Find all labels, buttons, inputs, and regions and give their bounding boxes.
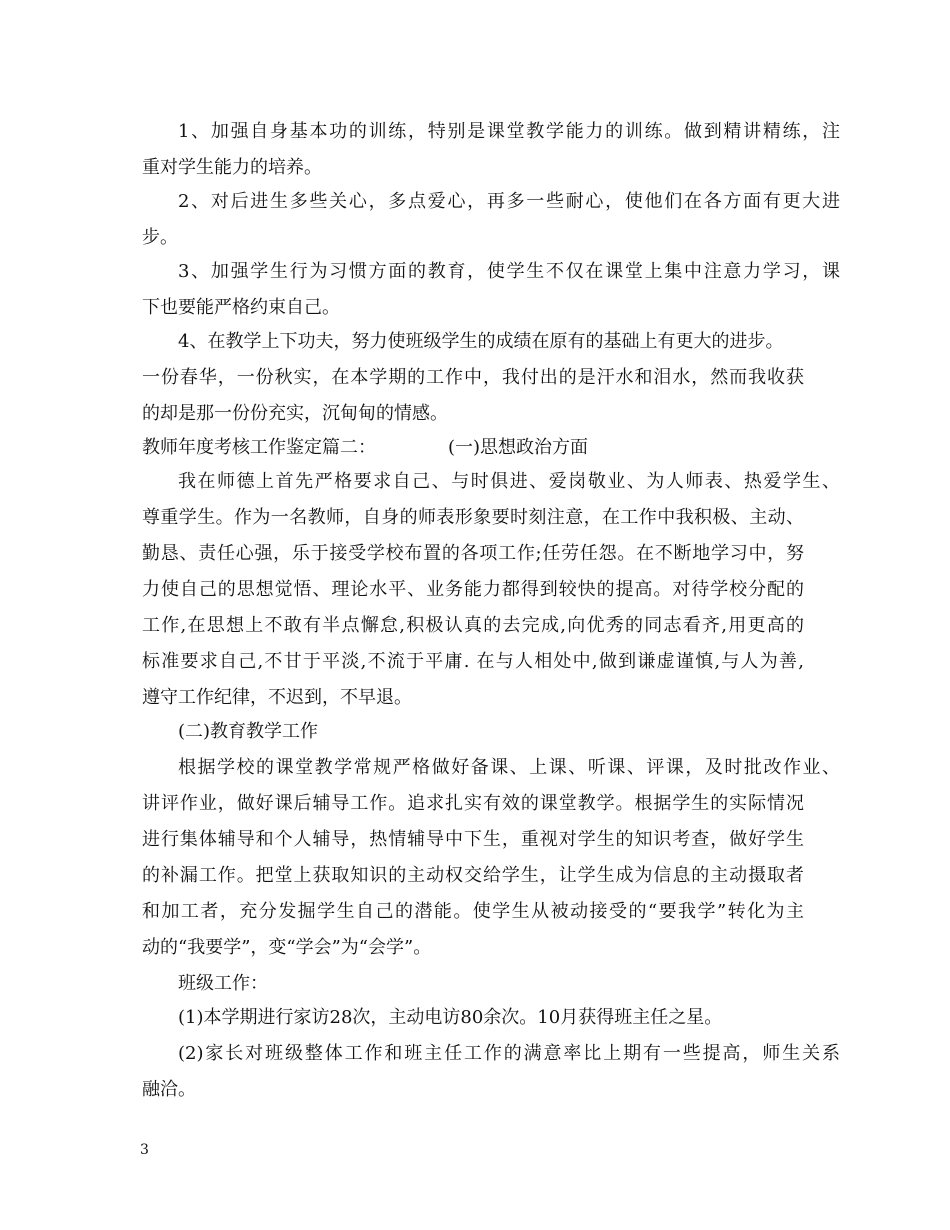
paragraph-line: 工作,在思想上不敢有半点懈怠,积极认真的去完成,向优秀的同志看齐,用更高的 <box>142 615 804 636</box>
paragraph-line: 4、在教学上下功夫，努力使班级学生的成绩在原有的基础上有更大的进步。 <box>178 331 784 352</box>
paragraph-line: 的补漏工作。把堂上获取知识的主动权交给学生，让学生成为信息的主动摄取者 <box>142 865 804 886</box>
paragraph-line: 我在师德上首先严格要求自己、与时俱进、爱岗敬业、为人师表、热爱学生、 <box>178 471 840 492</box>
subsection-heading: (二)教育教学工作 <box>178 721 319 742</box>
subsection-heading: (一)思想政治方面 <box>448 437 589 458</box>
subsection-heading: 班级工作： <box>178 973 268 994</box>
page-number: 3 <box>140 1142 149 1158</box>
section-heading-line <box>142 436 588 460</box>
paragraph-line: 2、对后进生多些关心，多点爱心，再多一些耐心，使他们在各方面有更大进 <box>178 191 840 212</box>
paragraph-line: 和加工者，充分发掘学生自己的潜能。使学生从被动接受的“要我学”转化为主 <box>142 901 804 922</box>
paragraph-line: 尊重学生。作为一名教师，自身的师表形象要时刻注意，在工作中我积极、主动、 <box>142 507 804 528</box>
paragraph-line: 根据学校的课堂教学常规严格做好备课、上课、听课、评课，及时批改作业、 <box>178 757 840 778</box>
paragraph-line: 一份春华，一份秋实，在本学期的工作中，我付出的是汗水和泪水，然而我收获 <box>142 367 804 388</box>
paragraph-line: 步。 <box>142 227 178 248</box>
paragraph-line: 重对学生能力的培养。 <box>142 157 322 178</box>
paragraph-line: 遵守工作纪律，不迟到，不早退。 <box>142 687 412 708</box>
list-item: (1)本学期进行家访28次，主动电访80余次。10月获得班主任之星。 <box>178 1007 723 1028</box>
paragraph-line: 的却是那一份份充实，沉甸甸的情感。 <box>142 403 448 424</box>
paragraph-line: 下也要能严格约束自己。 <box>142 297 340 318</box>
paragraph-line: 1、加强自身基本功的训练，特别是课堂教学能力的训练。做到精讲精练，注 <box>178 121 840 142</box>
paragraph-line: 标准要求自己,不甘于平淡,不流于平庸. 在与人相处中,做到谦虚谨慎,与人为善, <box>142 651 804 672</box>
paragraph-line: 3、加强学生行为习惯方面的教育，使学生不仅在课堂上集中注意力学习，课 <box>178 261 840 282</box>
paragraph-line: 讲评作业，做好课后辅导工作。追求扎实有效的课堂教学。根据学生的实际情况 <box>142 793 804 814</box>
paragraph-line: 动的“我要学”，变“学会”为“会学”。 <box>142 937 432 958</box>
section-heading: 教师年度考核工作鉴定篇二： <box>142 437 376 458</box>
paragraph-line: 进行集体辅导和个人辅导，热情辅导中下生，重视对学生的知识考查，做好学生 <box>142 829 804 850</box>
paragraph-line: 力使自己的思想觉悟、理论水平、业务能力都得到较快的提高。对待学校分配的 <box>142 579 804 600</box>
list-item-continuation: 融洽。 <box>142 1079 196 1100</box>
paragraph-line: 勤恳、责任心强，乐于接受学校布置的各项工作;任劳任怨。在不断地学习中，努 <box>142 543 804 564</box>
list-item: (2)家长对班级整体工作和班主任工作的满意率比上期有一些提高，师生关系 <box>178 1043 840 1064</box>
